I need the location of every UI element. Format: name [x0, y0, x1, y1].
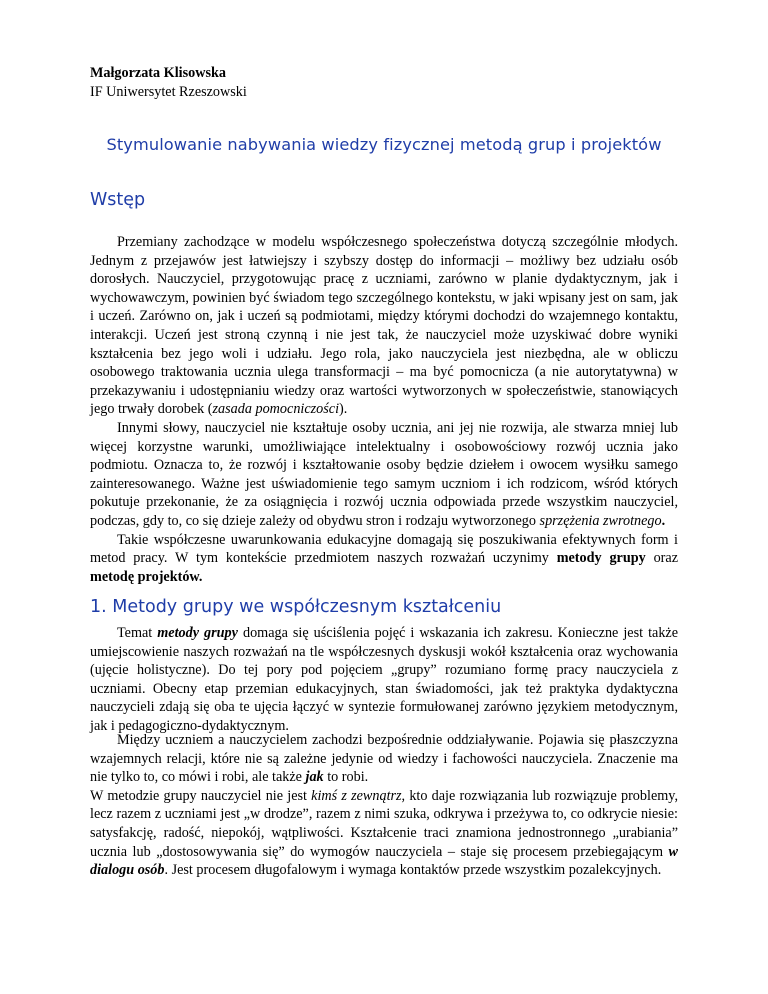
intro-paragraph-1: Przemiany zachodzące w modelu współczesnego społeczeństwa dotyczą szczególnie młodych. Jednym z przejawów jest łatwiejszy i szybszy dostęp do informacji – możliwy bez udziału osób dorosłych. Nauczyciel, przygotowując pracę z uczniami, zarówno w planie dydaktycznym, jak i wychowawczym, powinien być świadom tego szczególnego kontekstu, w jaki wpisany jest on sam, jak i uczeń. Zarówno on, jak i uczeń są podmiotami, między którymi dochodzi do wzajemnego kontaktu, interakcji. Uczeń jest stroną czynną i nie jest tak, że nauczyciel może uzyskiwać dobre wyniki kształcenia bez jego woli i udziału. Jego rola, jako nauczyciela jest niezbędna, ale w obliczu osobowego traktowania ucznia ulega transformacji – ma być pomocnicza (a nie autorytatywna) w przekazywaniu i udostępnianiu wiedzy oraz wartości wytworzonych w społeczeństwie, stanowiących jego trwały dorobek (zasada pomocniczości).: [90, 234, 678, 418]
section1-paragraph-2: Między uczniem a nauczycielem zachodzi bezpośrednie oddziaływanie. Pojawia się płaszczyzna wzajemnych relacji, które nie są zależne jedynie od wiedzy i fachowości nauczyciela. Znaczenie ma nie tylko to, co mówi i robi, ale także jak to robi.: [90, 732, 678, 786]
intro-paragraph-3: Takie współczesne uwarunkowania edukacyjne domagają się poszukiwania efektywnych form i metod pracy. W tym kontekście przedmiotem naszych rozważań uczynimy metody grupy oraz metodę projektów.: [90, 531, 678, 585]
intro-text-block: [90, 233, 678, 586]
section1-text-block-2: [90, 731, 678, 880]
heading-introduction: Wstęp: [90, 190, 146, 210]
intro-paragraph-2: Innymi słowy, nauczyciel nie kształtuje osoby ucznia, ani jej nie rozwija, ale stwarza mniej lub więcej korzystne warunki, umożliwiające intelektualny i osobowościowy rozwój ucznia jako podmiotu. Oznacza to, że rozwój i kształtowanie osoby będzie dziełem i owocem wysiłku samego zainteresowanego. Ważne jest uświadomienie tego samym uczniom i ich rodzicom, wśród których pokutuje przekonanie, że za osiągnięcia i rozwój ucznia odpowiada przede wszystkim nauczyciel, podczas, gdy to, co się dzieje zależy od obydwu stron i rodzaju wytworzonego sprzężenia zwrotnego.: [90, 419, 678, 529]
author-affiliation: IF Uniwersytet Rzeszowski: [90, 84, 247, 100]
heading-section-1: 1. Metody grupy we współczesnym kształceniu: [90, 597, 502, 617]
section1-paragraph-3: W metodzie grupy nauczyciel nie jest kimś z zewnątrz, kto daje rozwiązania lub rozwiązuje problemy, lecz razem z uczniami jest „w drodze”, razem z nimi szuka, odkrywa i przeżywa to, co odkrycie niesie: satysfakcję, radość, niepokój, wątpliwości. Kształcenie traci znamiona jednostronnego „urabiania” ucznia lub „dostosowywania się” do wymogów nauczyciela – staje się procesem przebiegającym w dialogu osób. Jest procesem długofalowym i wymaga kontaktów przede wszystkim pozalekcyjnych.: [90, 787, 678, 879]
author-name: Małgorzata Klisowska: [90, 65, 226, 81]
section1-text-block-1: [90, 624, 678, 736]
section1-paragraph-1: Temat metody grupy domaga się uściślenia pojęć i wskazania ich zakresu. Konieczne jest także umiejscowienie naszych rozważań na tle współczesnych dyskusji wokół kształcenia oraz wychowania (ujęcie holistyczne). Do tej pory pod pojęciem „grupy” rozumiano formę pracy nauczyciela z uczniami. Obecny etap przemian edukacyjnych, stan świadomości, jak też praktyka dydaktyczna nauczycieli zdają się oba te ujęcia łączyć w syntezie formułowanej zarówno językiem metodycznym, jak i pedagogiczno-dydaktycznym.: [90, 625, 679, 734]
document-title: Stymulowanie nabywania wiedzy fizycznej metodą grup i projektów: [106, 135, 662, 154]
